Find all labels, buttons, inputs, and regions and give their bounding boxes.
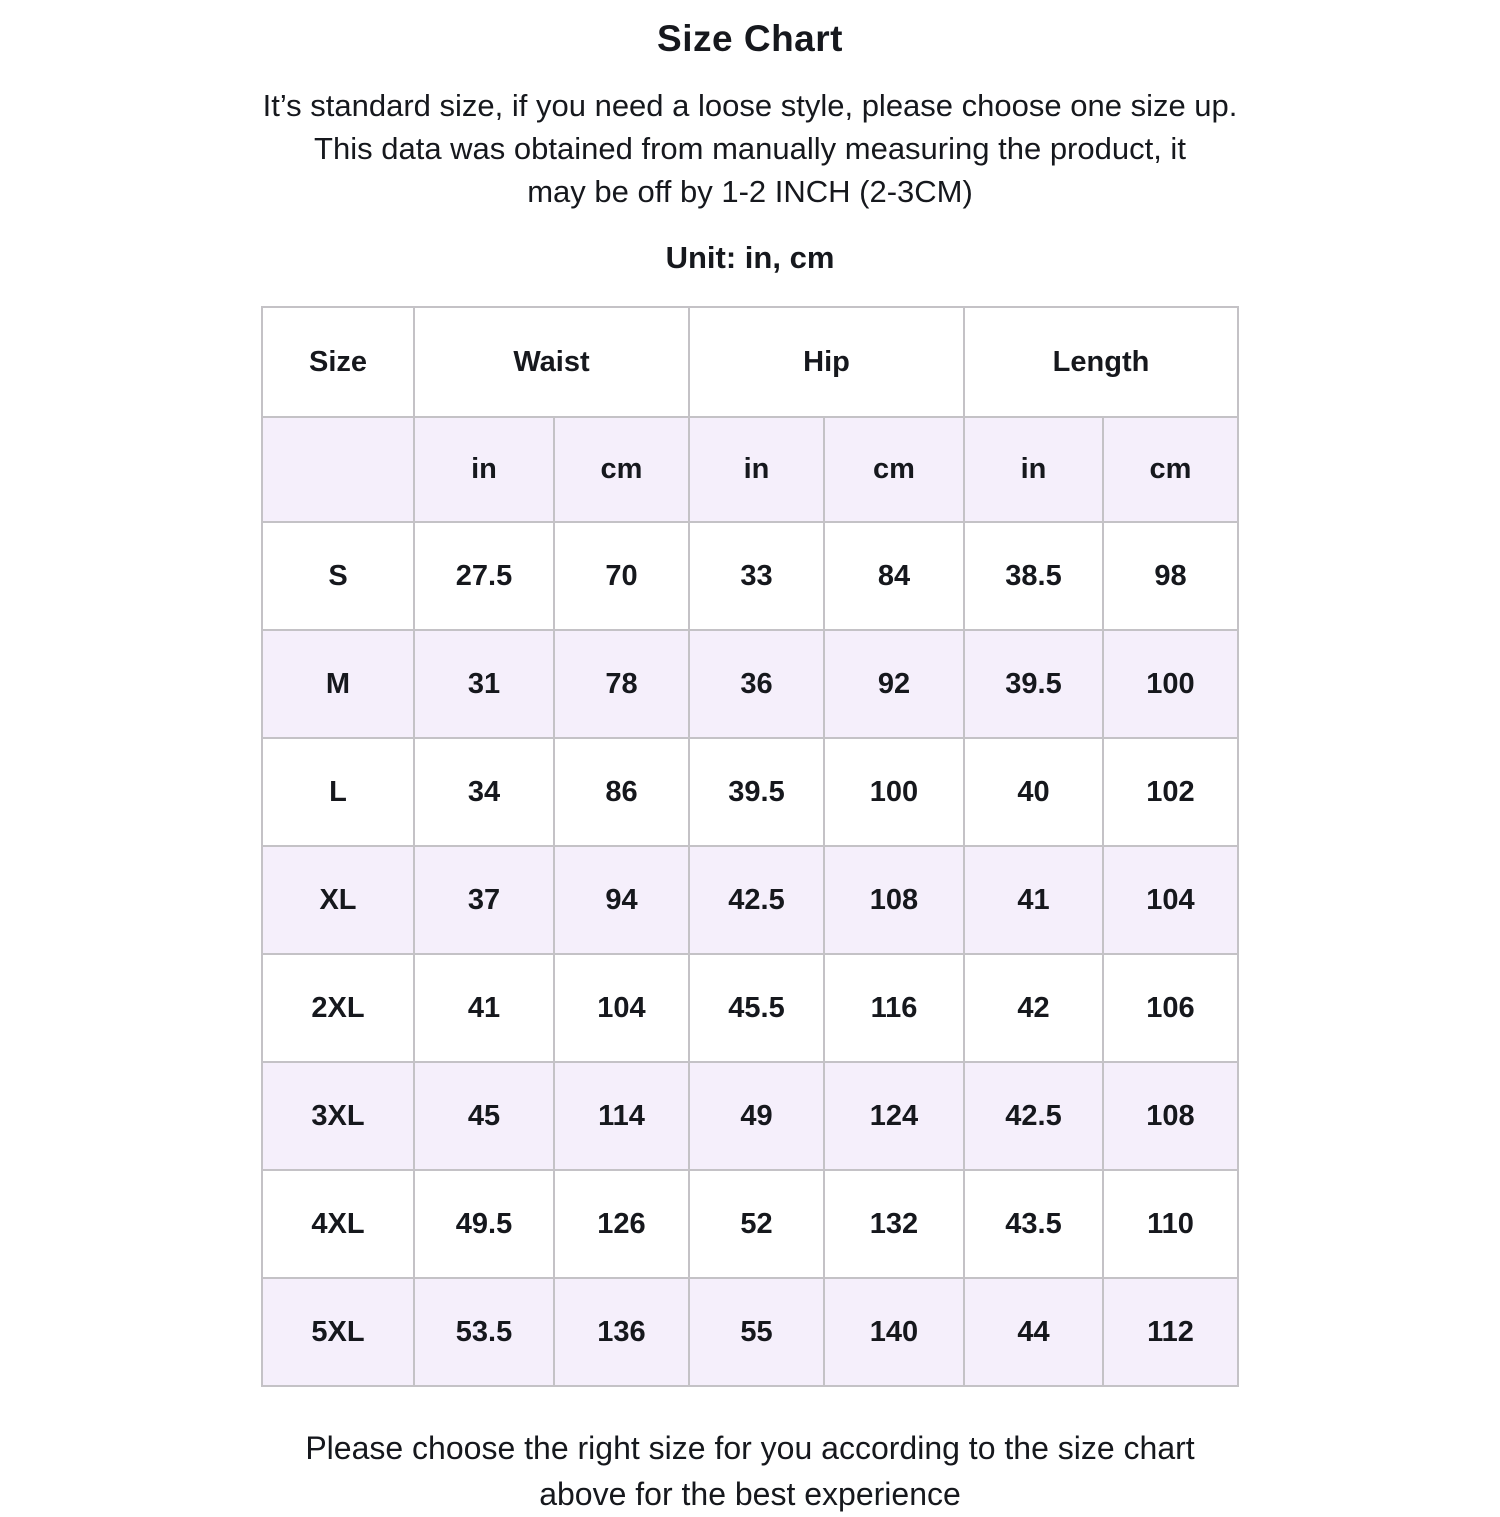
column-header-waist: Waist	[414, 307, 689, 417]
size-label: 2XL	[262, 954, 414, 1062]
column-header-size: Size	[262, 307, 414, 417]
value-cell: 36	[689, 630, 824, 738]
value-cell: 136	[554, 1278, 689, 1386]
value-cell: 78	[554, 630, 689, 738]
value-cell: 104	[1103, 846, 1238, 954]
page-title: Size Chart	[657, 18, 843, 59]
value-cell: 108	[1103, 1062, 1238, 1170]
value-cell: 52	[689, 1170, 824, 1278]
size-table	[261, 306, 1239, 1387]
value-cell: 108	[824, 846, 964, 954]
value-cell: 100	[1103, 630, 1238, 738]
value-cell: 49.5	[414, 1170, 554, 1278]
size-label: XL	[262, 846, 414, 954]
value-cell: 34	[414, 738, 554, 846]
table-row-3xl	[262, 1062, 1238, 1170]
size-disclaimer	[0, 84, 1500, 213]
size-disclaimer-line-1: It’s standard size, if you need a loose style, please choose one size up.	[262, 88, 1238, 123]
value-cell: 86	[554, 738, 689, 846]
size-disclaimer-line-3: may be off by 1-2 INCH (2-3CM)	[527, 174, 973, 209]
value-cell: 42.5	[964, 1062, 1103, 1170]
value-cell: 42	[964, 954, 1103, 1062]
table-row-l	[262, 738, 1238, 846]
value-cell: 39.5	[964, 630, 1103, 738]
unit-cell-length-in: in	[964, 417, 1103, 522]
footer-note-line-2: above for the best experience	[539, 1476, 961, 1512]
value-cell: 45	[414, 1062, 554, 1170]
value-cell: 126	[554, 1170, 689, 1278]
value-cell: 84	[824, 522, 964, 630]
table-row-s	[262, 522, 1238, 630]
unit-cell-hip-cm: cm	[824, 417, 964, 522]
table-row-2xl	[262, 954, 1238, 1062]
value-cell: 41	[964, 846, 1103, 954]
value-cell: 94	[554, 846, 689, 954]
value-cell: 37	[414, 846, 554, 954]
table-row-xl	[262, 846, 1238, 954]
value-cell: 132	[824, 1170, 964, 1278]
column-header-length: Length	[964, 307, 1238, 417]
table-header-row	[262, 307, 1238, 417]
column-header-hip: Hip	[689, 307, 964, 417]
value-cell: 102	[1103, 738, 1238, 846]
unit-cell-waist-cm: cm	[554, 417, 689, 522]
unit-label: Unit: in, cm	[665, 240, 835, 275]
value-cell: 45.5	[689, 954, 824, 1062]
value-cell: 53.5	[414, 1278, 554, 1386]
size-label: 4XL	[262, 1170, 414, 1278]
footer-note	[0, 1425, 1500, 1517]
value-cell: 114	[554, 1062, 689, 1170]
table-row-m	[262, 630, 1238, 738]
value-cell: 116	[824, 954, 964, 1062]
value-cell: 92	[824, 630, 964, 738]
value-cell: 43.5	[964, 1170, 1103, 1278]
value-cell: 100	[824, 738, 964, 846]
value-cell: 112	[1103, 1278, 1238, 1386]
value-cell: 140	[824, 1278, 964, 1386]
value-cell: 27.5	[414, 522, 554, 630]
unit-cell-length-cm: cm	[1103, 417, 1238, 522]
table-row-5xl	[262, 1278, 1238, 1386]
value-cell: 33	[689, 522, 824, 630]
size-label: M	[262, 630, 414, 738]
value-cell: 70	[554, 522, 689, 630]
value-cell: 104	[554, 954, 689, 1062]
value-cell: 38.5	[964, 522, 1103, 630]
value-cell: 40	[964, 738, 1103, 846]
value-cell: 124	[824, 1062, 964, 1170]
value-cell: 44	[964, 1278, 1103, 1386]
table-unit-row	[262, 417, 1238, 522]
size-label: 3XL	[262, 1062, 414, 1170]
size-disclaimer-line-2: This data was obtained from manually measuring the product, it	[314, 131, 1186, 166]
value-cell: 41	[414, 954, 554, 1062]
unit-cell-waist-in: in	[414, 417, 554, 522]
size-label: L	[262, 738, 414, 846]
size-label: S	[262, 522, 414, 630]
value-cell: 106	[1103, 954, 1238, 1062]
value-cell: 110	[1103, 1170, 1238, 1278]
value-cell: 42.5	[689, 846, 824, 954]
value-cell: 31	[414, 630, 554, 738]
value-cell: 39.5	[689, 738, 824, 846]
size-label: 5XL	[262, 1278, 414, 1386]
table-row-4xl	[262, 1170, 1238, 1278]
footer-note-line-1: Please choose the right size for you according to the size chart	[305, 1430, 1195, 1466]
value-cell: 49	[689, 1062, 824, 1170]
unit-cell-empty	[262, 417, 414, 522]
unit-cell-hip-in: in	[689, 417, 824, 522]
value-cell: 98	[1103, 522, 1238, 630]
value-cell: 55	[689, 1278, 824, 1386]
